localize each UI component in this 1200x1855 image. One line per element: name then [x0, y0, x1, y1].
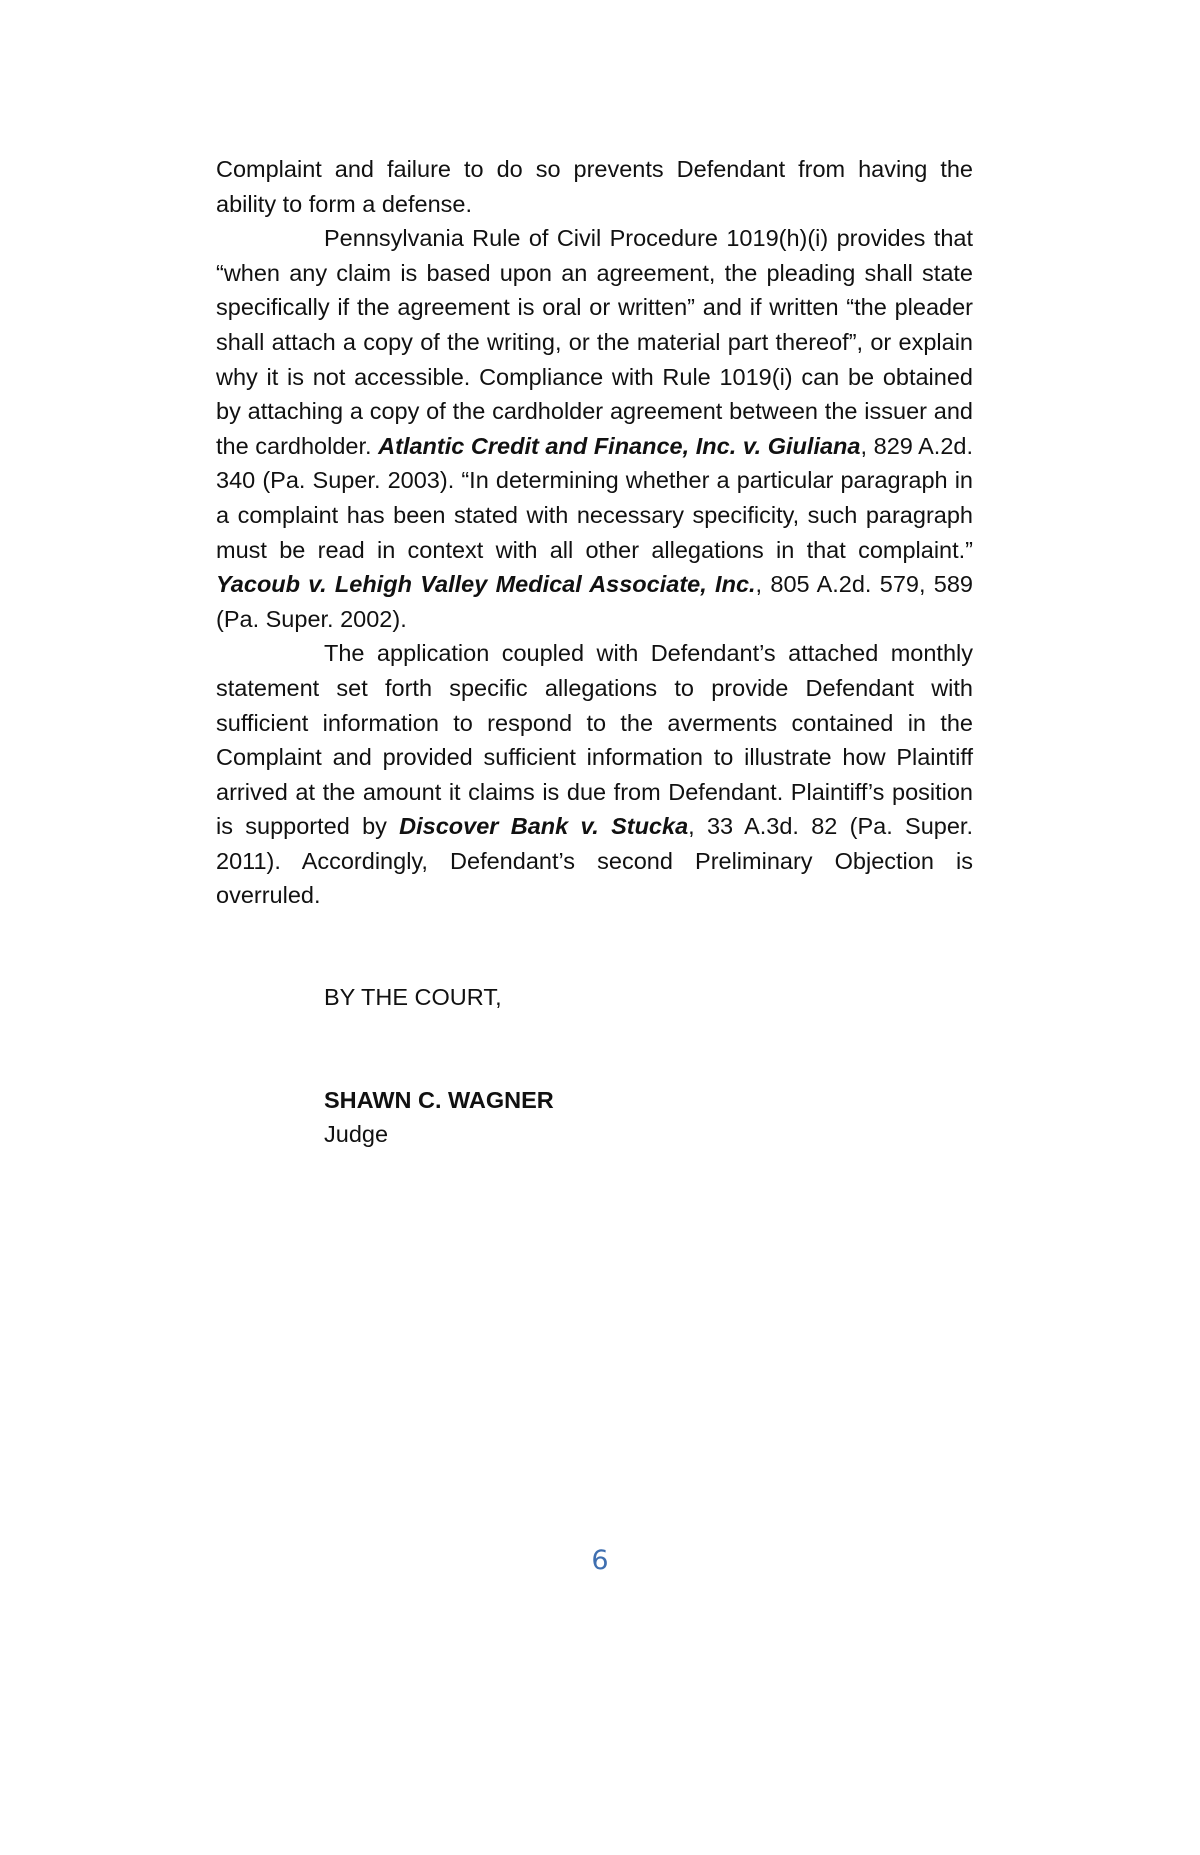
closing-line: BY THE COURT, — [324, 984, 502, 1010]
case-citation: Atlantic Credit and Finance, Inc. v. Giuliana — [378, 432, 861, 459]
paragraph-text: The application coupled with Defendant’s attached monthly statement set forth specific allegations to provide Defendant with sufficient information to respond to the averments contained in the Complaint and provided sufficient information to illustrate how Plaintiff arrived at the amount it claims is due from Defendant. Plaintiff’s position is supported by — [216, 640, 973, 840]
paragraph-text: , 33 A.3d. 82 (Pa. Super. 2011). Accordingly, Defendant’s second Preliminary Objection is overruled. — [216, 813, 973, 909]
paragraph-ruling — [216, 636, 973, 913]
judge-title: Judge — [324, 1121, 389, 1148]
paragraph-text: , 829 A.2d. 340 (Pa. Super. 2003). “In determining whether a particular paragraph in a complaint has been stated with necessary specificity, such paragraph must be read in context with all other allegations in that complaint.” — [216, 432, 974, 563]
signature-block — [324, 980, 554, 1152]
paragraph-rule-1019 — [216, 221, 973, 636]
paragraph-continuation — [216, 152, 973, 221]
opinion-body — [216, 152, 973, 913]
case-citation: Yacoub v. Lehigh Valley Medical Associate, Inc. — [216, 571, 756, 598]
page-number: 6 — [591, 1545, 609, 1576]
case-citation: Discover Bank v. Stucka — [399, 813, 689, 840]
paragraph-text: , 805 A.2d. 579, 589 (Pa. Super. 2002). — [216, 571, 973, 632]
paragraph-text: Complaint and failure to do so prevents Defendant from having the ability to form a defense. — [216, 156, 973, 217]
judge-name: SHAWN C. WAGNER — [324, 1086, 554, 1113]
paragraph-text: Pennsylvania Rule of Civil Procedure 1019(h)(i) provides that “when any claim is based upon an agreement, the pleading shall state specifically if the agreement is oral or written” and if written “the pleader shall attach a copy of the writing, or the material part thereof”, or explain why it is not accessible. Compliance with Rule 1019(i) can be obtained by attaching a copy of the cardholder agreement between the issuer and the cardholder. — [216, 225, 973, 459]
